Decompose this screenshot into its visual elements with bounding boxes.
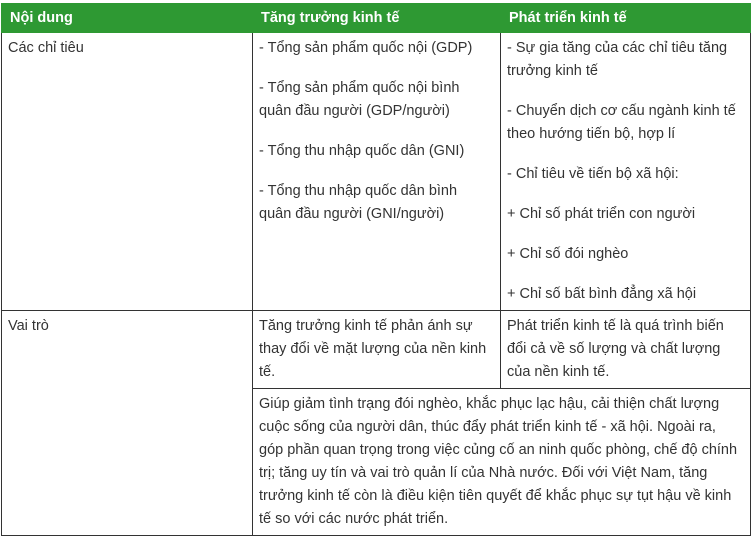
table-row-indicators (2, 33, 751, 311)
list-item: - Tổng sản phẩm quốc nội (GDP) (259, 40, 473, 56)
header-content: Nội dung (2, 4, 253, 33)
list-item: + Chỉ số đói nghèo (507, 246, 629, 262)
table-row-role (2, 311, 751, 389)
list-item: + Chỉ số phát triển con người (507, 206, 696, 222)
cell-development-role: Phát triển kinh tế là quá trình biến đổi cả về số lượng và chất lượng của nền kinh tế. (501, 311, 751, 389)
list-item: - Chuyển dịch cơ cấu ngành kinh tế theo hướng tiến bộ, hợp lí (507, 103, 736, 142)
list-item: - Tổng thu nhập quốc dân (GNI) (259, 143, 465, 159)
header-growth: Tăng trưởng kinh tế (253, 4, 501, 33)
comparison-table (1, 3, 751, 536)
cell-growth-indicators (253, 33, 501, 311)
cell-growth-role: Tăng trưởng kinh tế phản ánh sự thay đổi về mặt lượng của nền kinh tế. (253, 311, 501, 389)
list-item: + Chỉ số bất bình đẳng xã hội (507, 286, 697, 302)
list-item: - Chỉ tiêu về tiến bộ xã hội: (507, 166, 679, 182)
row-label-role: Vai trò (2, 311, 253, 536)
row-label-indicators: Các chỉ tiêu (2, 33, 253, 311)
list-item: - Tổng sản phẩm quốc nội bình quân đầu người (GDP/người) (259, 80, 460, 119)
cell-development-indicators (501, 33, 751, 311)
list-item: - Tổng thu nhập quốc dân bình quân đầu người (GNI/người) (259, 183, 458, 222)
list-item: - Sự gia tăng của các chỉ tiêu tăng trưởng kinh tế (507, 40, 728, 79)
cell-role-shared: Giúp giảm tình trạng đói nghèo, khắc phục lạc hậu, cải thiện chất lượng cuộc sống của người dân, thúc đẩy phát triển kinh tế - xã hội. Ngoài ra, góp phần quan trọng trong việc củng cố an ninh quốc phòng, chế độ chính trị; tăng uy tín và vai trò quản lí của Nhà nước. Đối với Việt Nam, tăng trưởng kinh tế còn là điều kiện tiên quyết để khắc phục sự tụt hậu về kinh tế so với các nước phát triển. (253, 389, 751, 536)
header-development: Phát triển kinh tế (501, 4, 751, 33)
header-row (2, 4, 751, 33)
